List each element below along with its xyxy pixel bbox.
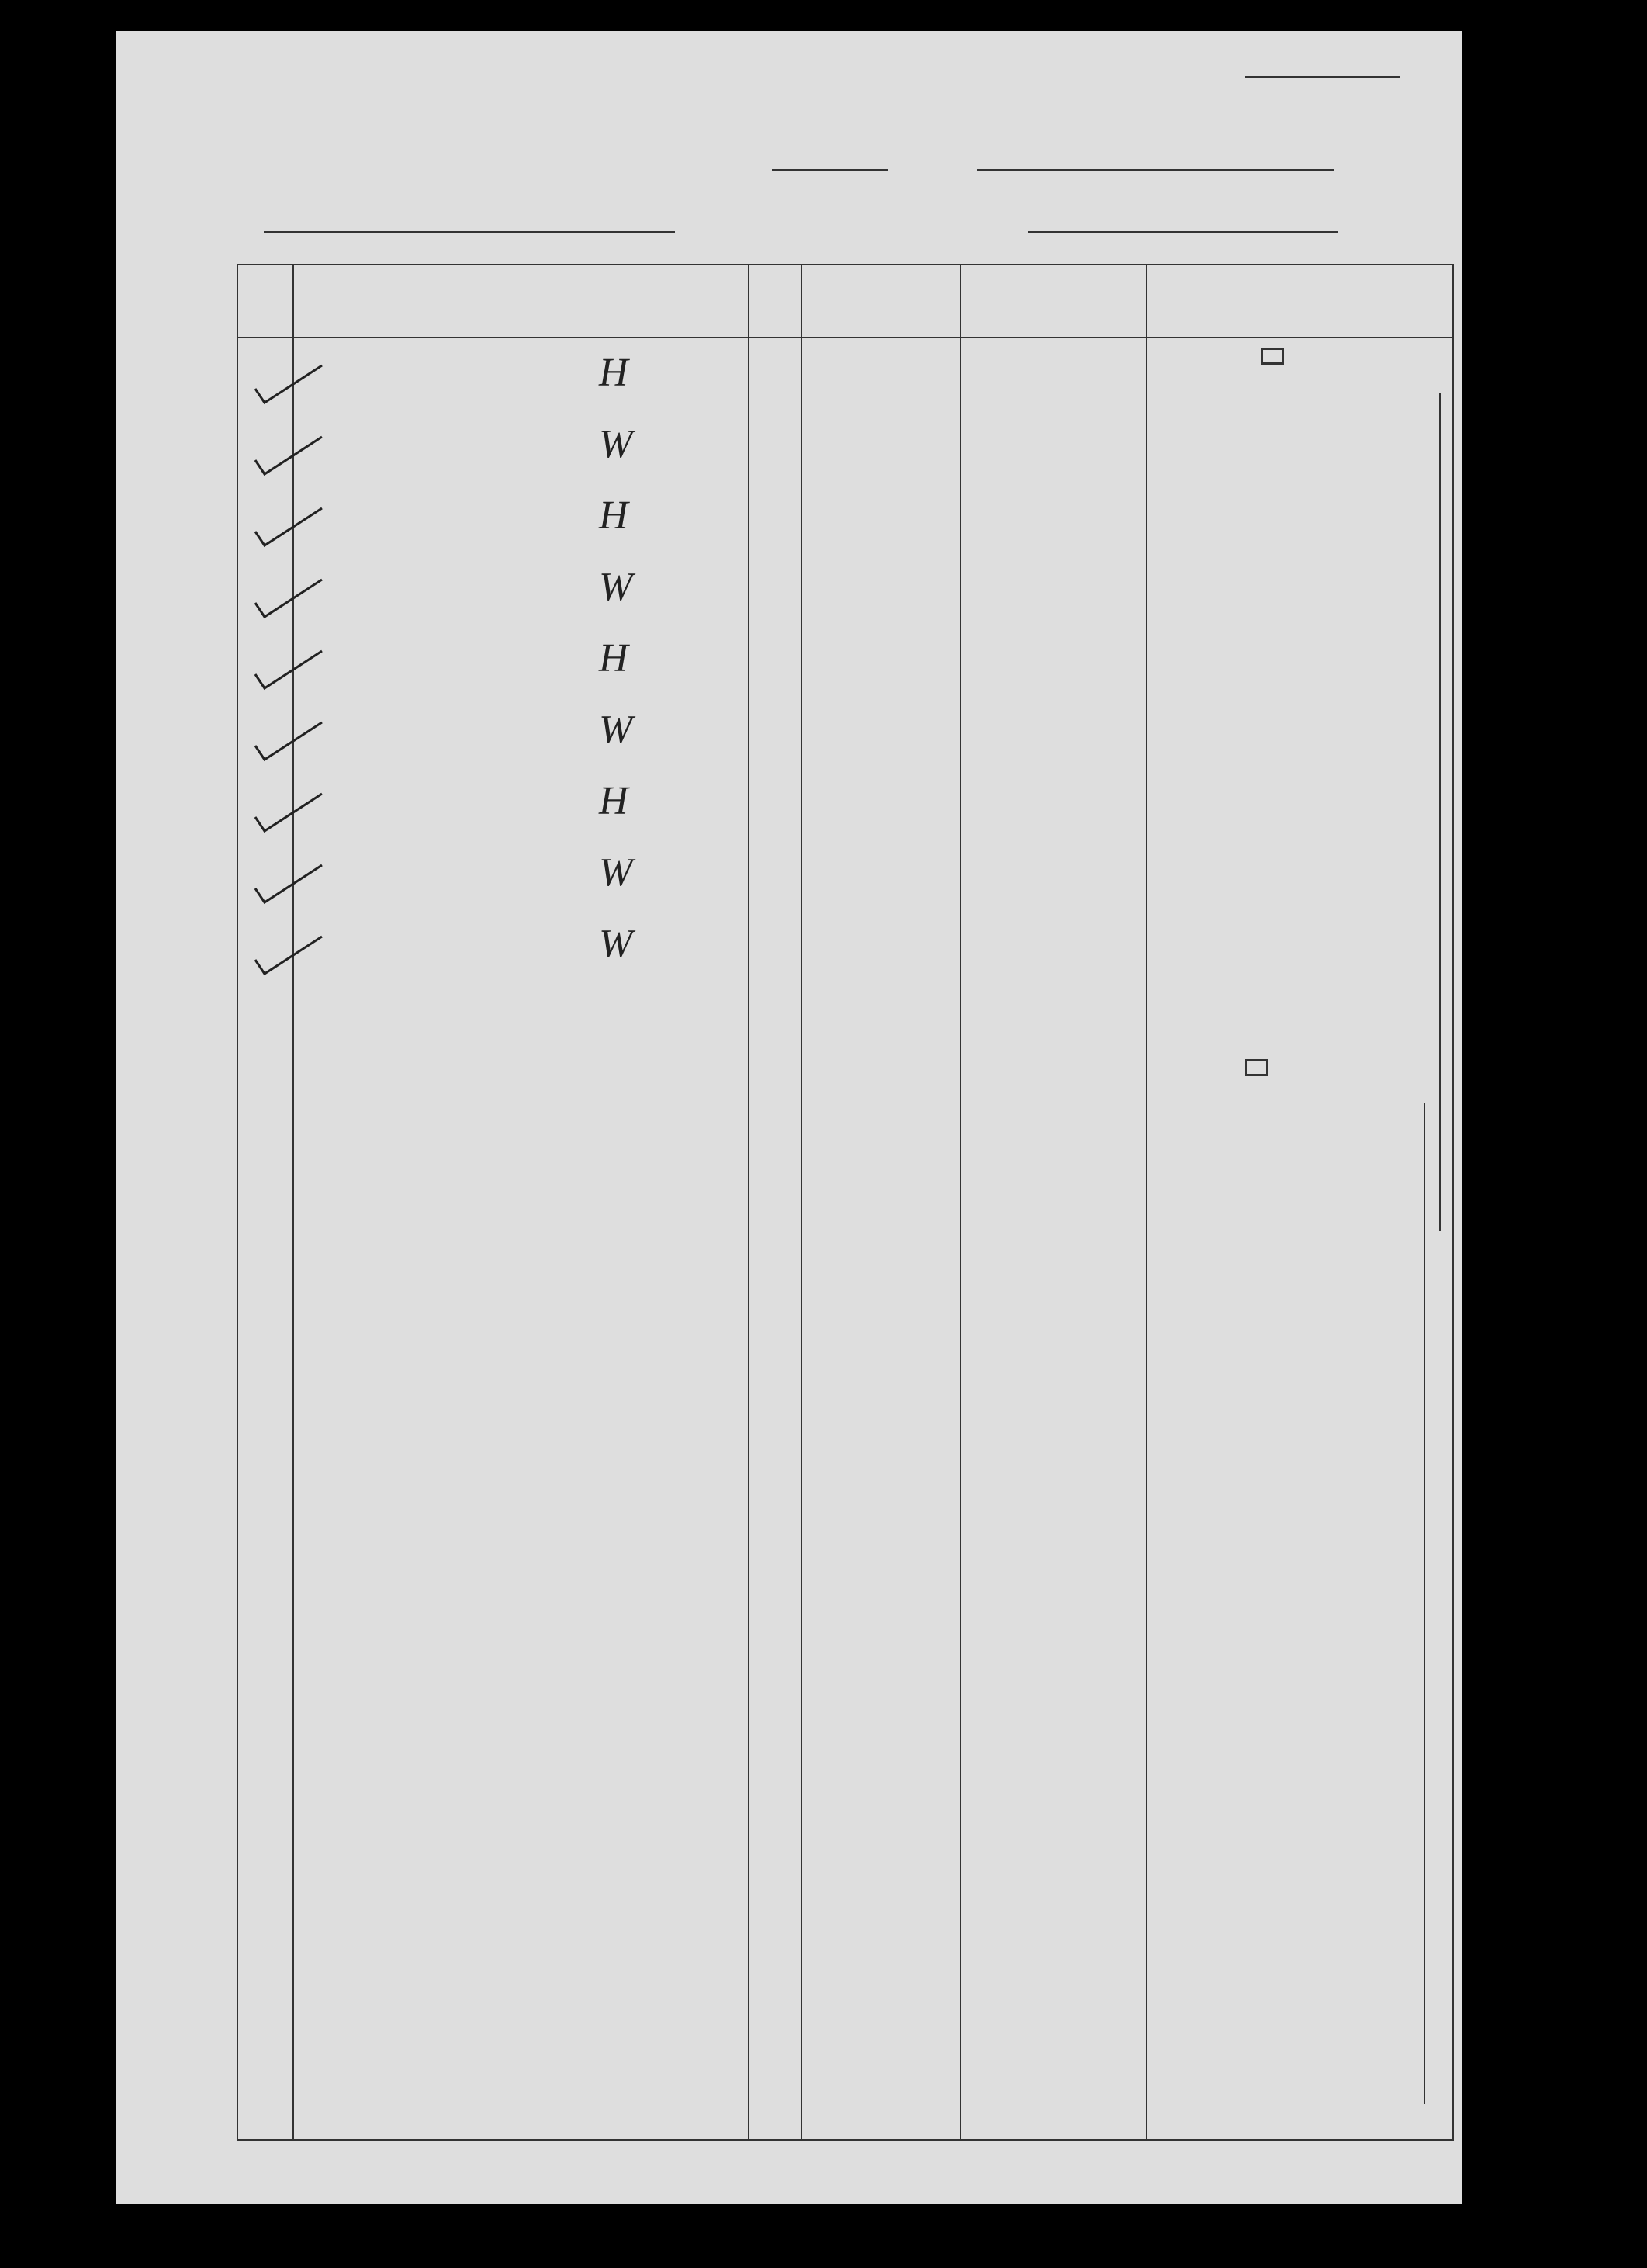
embark-line <box>977 169 1210 171</box>
check-mark-icon <box>254 648 324 694</box>
passenger-table <box>237 264 1454 2141</box>
us-citizen-stamp <box>1245 1059 1268 1076</box>
officer-bracket-line <box>1439 393 1441 1231</box>
table-row <box>238 839 1452 910</box>
table-row <box>238 410 1452 482</box>
table-row <box>238 553 1452 625</box>
manifest-sheet <box>116 31 1462 2204</box>
vessel-line <box>264 231 675 233</box>
arrival-line <box>1028 231 1338 233</box>
class-line <box>772 169 888 171</box>
handwritten-initial: W <box>599 422 633 466</box>
date-line <box>1210 169 1334 171</box>
check-mark-icon <box>254 434 324 480</box>
check-mark-icon <box>254 719 324 766</box>
check-mark-icon <box>254 505 324 552</box>
check-mark-icon <box>254 862 324 909</box>
check-mark-icon <box>254 933 324 980</box>
handwritten-initial: H <box>599 351 628 395</box>
handwritten-initial: W <box>599 922 633 966</box>
handwritten-initial: W <box>599 708 633 752</box>
table-row <box>238 482 1452 553</box>
check-mark-icon <box>254 362 324 409</box>
table-row <box>238 767 1452 839</box>
table-row <box>238 910 1452 982</box>
check-mark-icon <box>254 577 324 623</box>
handwritten-initial: H <box>599 779 628 823</box>
handwritten-initial: W <box>599 565 633 609</box>
check-mark-icon <box>254 791 324 837</box>
handwritten-initial: W <box>599 850 633 895</box>
handwritten-initial: H <box>599 493 628 538</box>
list-no-line <box>1245 76 1400 78</box>
table-row <box>238 696 1452 767</box>
header-rule <box>238 337 1452 338</box>
us-citizen-stamp <box>1261 348 1284 365</box>
handwritten-initial: H <box>599 636 628 680</box>
table-row <box>238 625 1452 696</box>
officer-bracket-line <box>1424 1103 1425 2104</box>
